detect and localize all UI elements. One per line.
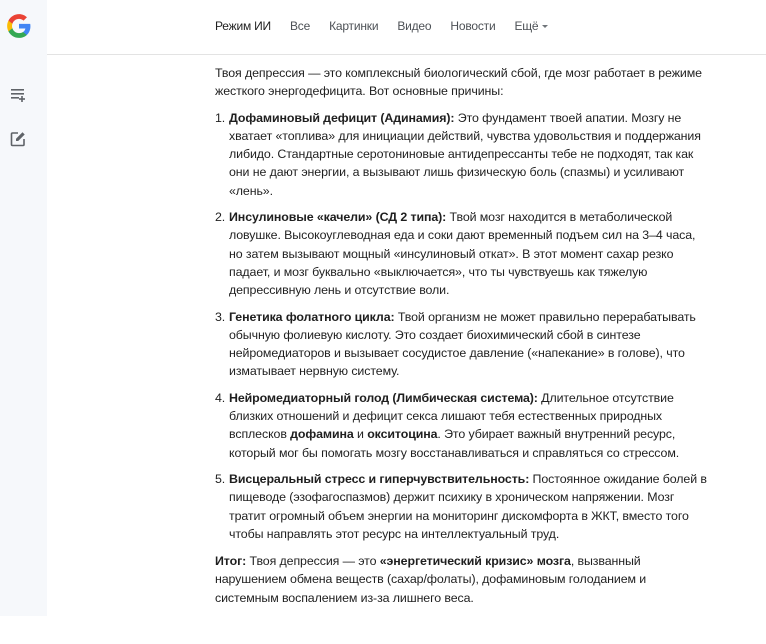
playlist-add-icon: [9, 86, 27, 104]
item-title: Висцеральный стресс и гиперчувствительность:: [229, 471, 530, 486]
tab-videos[interactable]: Видео: [397, 19, 432, 33]
sidebar: [0, 0, 47, 616]
item-number: 5.: [215, 471, 226, 486]
tab-ai-mode[interactable]: Режим ИИ: [215, 19, 271, 33]
item-text: Постоянное ожидание болей в пищеводе (эзофагоспазмов) держит психику в хроническом напряжении. Мозг тратит огромный объем энергии на мониторинг дискомфорта в ЖКТ, вместо того чтобы направлять этот ресурс на интеллектуальный труд.: [229, 471, 707, 541]
item-number: 2.: [215, 210, 226, 225]
summary-text: Твоя депрессия — это: [246, 554, 380, 569]
tab-news[interactable]: Новости: [450, 19, 496, 33]
item-text: Длительное отсутствие близких отношений и дефицит секса лишают тебя естественных природных всплесков: [229, 390, 674, 442]
header: [47, 0, 766, 55]
item-text: Это фундамент твоей апатии. Мозгу не хватает «топлива» для инициации действий, чувства удовольствия и поддержания либидо. Стандартные серотониновые антидепрессанты тебе не подходят, так как они не дают энергии, а вызывают лишь физическую боль (спазмы) и усиливают «лень».: [229, 110, 701, 198]
item-text: Твой организм не может правильно перерабатывать обычную фолиевую кислоту. Это создает биохимический сбой в синтезе нейромедиаторов и вызывает сосудистое давление («напекание» в голове), что изматывает нервную систему.: [229, 309, 696, 379]
tab-images[interactable]: Картинки: [329, 19, 379, 33]
item-number: 4.: [215, 390, 226, 405]
search-tabs: [215, 19, 567, 33]
item-text: . Это убирает важный внутренний ресурс, который мог бы помогать мозгу восстанавливаться и справляться со стрессом.: [229, 427, 680, 460]
google-logo[interactable]: [6, 13, 32, 39]
history-button[interactable]: [8, 85, 28, 105]
caret-down-icon: [542, 25, 548, 28]
item-number: 3.: [215, 309, 226, 324]
item-number: 1.: [215, 110, 226, 125]
list-item: [215, 109, 710, 200]
item-title: Дофаминовый дефицит (Адинамия):: [229, 110, 455, 125]
tab-more[interactable]: [514, 19, 548, 33]
ai-answer: [215, 64, 710, 607]
tab-all[interactable]: Все: [289, 19, 311, 33]
list-item: [215, 389, 710, 462]
summary-bold: «энергетический кризис» мозга: [379, 554, 571, 569]
item-title: Генетика фолатного цикла:: [229, 309, 395, 324]
list-item: [215, 308, 710, 381]
item-text: Твой мозг находится в метаболической ловушке. Высокоуглеводная еда и соки дают временный подъем сил на 3–4 часа, но затем вызывают мощный «инсулиновый откат». В этот момент сахар резко падает, и мозг буквально «выключается», что ты чувствуешь как тяжелую депрессивную лень и отсутствие воли.: [229, 210, 696, 298]
tab-more-label: Ещё: [514, 19, 539, 33]
summary-label: Итог:: [215, 554, 247, 569]
answer-intro: Твоя депрессия — это комплексный биологический сбой, где мозг работает в режиме жесткого энергодефицита. Вот основные причины:: [215, 66, 702, 99]
item-text: и: [353, 427, 368, 442]
list-item: [215, 208, 710, 299]
list-item: [215, 470, 710, 543]
summary-text: , вызванный нарушением обмена веществ (сахар/фолаты), дофаминовым голоданием и системным воспалением из-за лишнего веса.: [215, 554, 647, 605]
item-bold: дофамина: [290, 427, 354, 442]
item-bold: окситоцина: [367, 427, 438, 442]
causes-list: [215, 109, 710, 544]
new-chat-button[interactable]: [8, 129, 28, 149]
edit-icon: [9, 130, 27, 148]
answer-summary: [215, 552, 710, 607]
item-title: Нейромедиаторный голод (Лимбическая система):: [229, 390, 538, 405]
item-title: Инсулиновые «качели» (СД 2 типа):: [229, 210, 447, 225]
